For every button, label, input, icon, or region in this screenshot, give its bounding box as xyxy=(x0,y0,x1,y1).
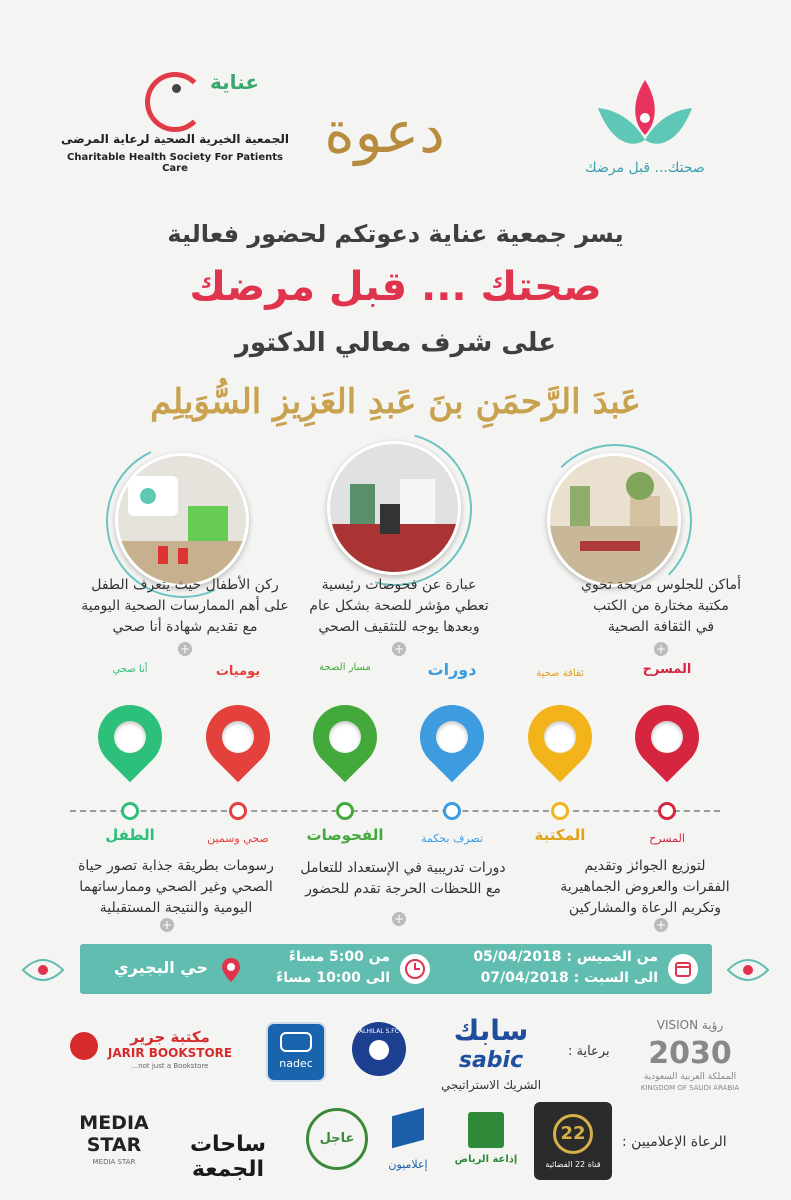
station-top-label: دورات xyxy=(427,660,477,679)
ball-icon xyxy=(369,1040,389,1060)
station-top-label: المسرح xyxy=(642,662,692,677)
station-small-label: أنا صحي xyxy=(112,664,148,675)
plus-icon: + xyxy=(161,918,173,932)
doctor-name: عَبدَ الرَّحمَنِ بنَ عَبدِ العَزِيزِ السُّوَيلِم xyxy=(150,382,641,422)
event-title: صحتك ... قبل مرضك xyxy=(189,264,602,310)
map-pin-icon xyxy=(206,705,270,789)
station-bottom-title: الفحوصات xyxy=(306,826,384,844)
timeline-dot xyxy=(336,802,354,820)
timeline-dot xyxy=(121,802,139,820)
patron-line: على شرف معالي الدكتور xyxy=(234,328,557,358)
vision-word: VISION xyxy=(656,1018,699,1032)
channel-22-logo xyxy=(534,1102,612,1180)
lotus-icon xyxy=(580,60,710,160)
alhilal-logo xyxy=(352,1022,406,1076)
desc-courses: دورات تدريبية في الإستعداد للتعامل مع اللحظات الحرجة تقدم للحضور xyxy=(300,860,506,897)
plus-icon: + xyxy=(393,642,405,656)
timeline-dot xyxy=(658,802,676,820)
media-star-sub: MEDIA STAR xyxy=(92,1158,136,1166)
station-top-label: يوميات xyxy=(215,664,261,679)
sabic-logo xyxy=(426,1014,556,1094)
jarir-icon xyxy=(70,1032,98,1060)
riyadh-text: إذاعة الرياض xyxy=(454,1154,518,1165)
anaya-name-ar: الجمعية الخيرية الصحية لرعاية المرضى xyxy=(61,132,289,146)
sabic-en: sabic xyxy=(458,1048,524,1073)
sehatak-logo-text: صحتك... قبل مرضك xyxy=(585,160,705,176)
media-sponsors-label: الرعاة الإعلاميين : xyxy=(622,1134,727,1150)
feature-desc-kids: ركن الأطفال حيث يتعرف الطفل على أهم الممارسات الصحية اليومية مع تقديم شهادة أنا صحي xyxy=(81,577,289,635)
map-pin-icon xyxy=(98,705,162,789)
jarir-logo xyxy=(70,1028,238,1078)
library-photo xyxy=(547,453,681,587)
anaya-name-en: Charitable Health Society For Patients Care xyxy=(66,152,283,174)
ilamyoun-text: إعلاميون xyxy=(388,1158,428,1171)
channel-22-number: 22 xyxy=(553,1114,593,1154)
nadec-text: nadec xyxy=(279,1057,313,1070)
station-small-label: ثقافة صحية xyxy=(536,668,584,679)
timeline-dot xyxy=(229,802,247,820)
desc-kids: رسومات بطريقة جذابة تصور حياة الصحي وغير الصحي وممارساتهما اليومية والنتيجة المستقبلية xyxy=(78,858,274,916)
sahat-text: ساحات الجمعة xyxy=(189,1132,267,1182)
station-bottom-title: المكتبة xyxy=(534,826,586,844)
map-pin-icon xyxy=(528,705,592,789)
event-info-bar xyxy=(80,944,712,994)
riyadh-radio-logo xyxy=(454,1112,518,1176)
jarir-en: JARIR BOOKSTORE xyxy=(107,1046,233,1060)
timeline-dot xyxy=(443,802,461,820)
checkup-photo xyxy=(327,441,461,575)
vision-kingdom: KINGDOM OF SAUDI ARABIA xyxy=(640,1084,740,1092)
sehatak-logo xyxy=(580,60,710,190)
plus-icon: + xyxy=(179,642,191,656)
kids-corner-photo xyxy=(115,453,249,587)
media-star-text-2: STAR xyxy=(86,1134,142,1156)
ajel-text: عاجل xyxy=(319,1131,355,1146)
anaya-logo xyxy=(60,60,290,174)
strategic-partner: الشريك الاستراتيجي xyxy=(440,1078,542,1092)
sponsorship-label: برعاية : xyxy=(568,1044,610,1059)
vision-ar: رؤية xyxy=(701,1018,724,1032)
media-star-text-1: MEDIA xyxy=(79,1112,149,1134)
feature-desc-checkups: عبارة عن فحوصات رئيسية تعطي مؤشر للصحة بشكل عام وبعدها يوجه للتثقيف الصحي xyxy=(309,577,489,635)
vision-2030-logo xyxy=(630,1018,750,1098)
channel-22-text: قناة 22 الفضائية xyxy=(545,1160,601,1169)
map-pin-icon xyxy=(313,705,377,789)
time-from: من 5:00 مساءً xyxy=(288,949,390,965)
anaya-logo-word: عناية xyxy=(210,70,259,94)
jarir-tag: ...not just a Bookstore xyxy=(131,1062,209,1070)
station-bottom-sub: المسرح xyxy=(649,832,685,845)
calendar-icon xyxy=(668,954,698,984)
ilamyoun-icon xyxy=(392,1108,424,1149)
station-bottom-title: الطفل xyxy=(105,826,155,844)
media-star-logo xyxy=(78,1112,150,1174)
station-small-label: مسار الصحة xyxy=(319,662,371,673)
station-bottom-sub: صحي وسمين xyxy=(207,832,269,845)
vision-country: المملكة العربية السعودية xyxy=(643,1072,737,1082)
location-pin-icon xyxy=(220,956,242,984)
jarir-ar: مكتبة جرير xyxy=(130,1028,210,1046)
ajel-logo xyxy=(306,1108,368,1170)
floral-decoration-left xyxy=(18,950,68,990)
timeline-line xyxy=(70,810,720,813)
date-from: من الخميس : 05/04/2018 xyxy=(473,949,658,965)
location-text: حي البجيري xyxy=(114,958,208,977)
plus-icon: + xyxy=(393,912,405,926)
anaya-ring-icon xyxy=(145,72,205,132)
desc-stage: لتوزيع الجوائز وتقديم الفقرات والعروض الجماهيرية وتكريم الرعاة والمشاركين xyxy=(560,858,730,916)
dawa-logo: دعوة xyxy=(324,98,445,166)
station-bottom-sub: تصرف بحكمة xyxy=(420,832,484,845)
time-to: الى 10:00 مساءً xyxy=(276,970,390,986)
date-to: الى السبت : 07/04/2018 xyxy=(480,970,658,986)
feature-desc-library: أماكن للجلوس مريحة تحوي مكتبة مختارة من الكتب في الثقافة الصحية xyxy=(580,577,741,635)
floral-decoration-right xyxy=(723,950,773,990)
sabic-ar: سابك xyxy=(453,1014,529,1047)
invite-line: يسر جمعية عناية دعوتكم لحضور فعالية xyxy=(167,220,624,248)
sahat-aljumaa-logo xyxy=(158,1126,298,1182)
vision-year: 2030 xyxy=(648,1036,732,1071)
plus-icon: + xyxy=(655,642,667,656)
anaya-person-icon xyxy=(172,84,181,93)
nadec-mark-icon xyxy=(280,1032,312,1052)
alhilal-text: ALHILAL S.FC xyxy=(359,1028,399,1035)
palm-icon xyxy=(468,1112,504,1148)
map-pin-icon xyxy=(420,705,484,789)
map-pin-icon xyxy=(635,705,699,789)
clock-icon xyxy=(400,954,430,984)
ilamyoun-logo xyxy=(378,1112,438,1178)
plus-icon: + xyxy=(655,918,667,932)
nadec-logo xyxy=(266,1022,326,1082)
timeline-dot xyxy=(551,802,569,820)
